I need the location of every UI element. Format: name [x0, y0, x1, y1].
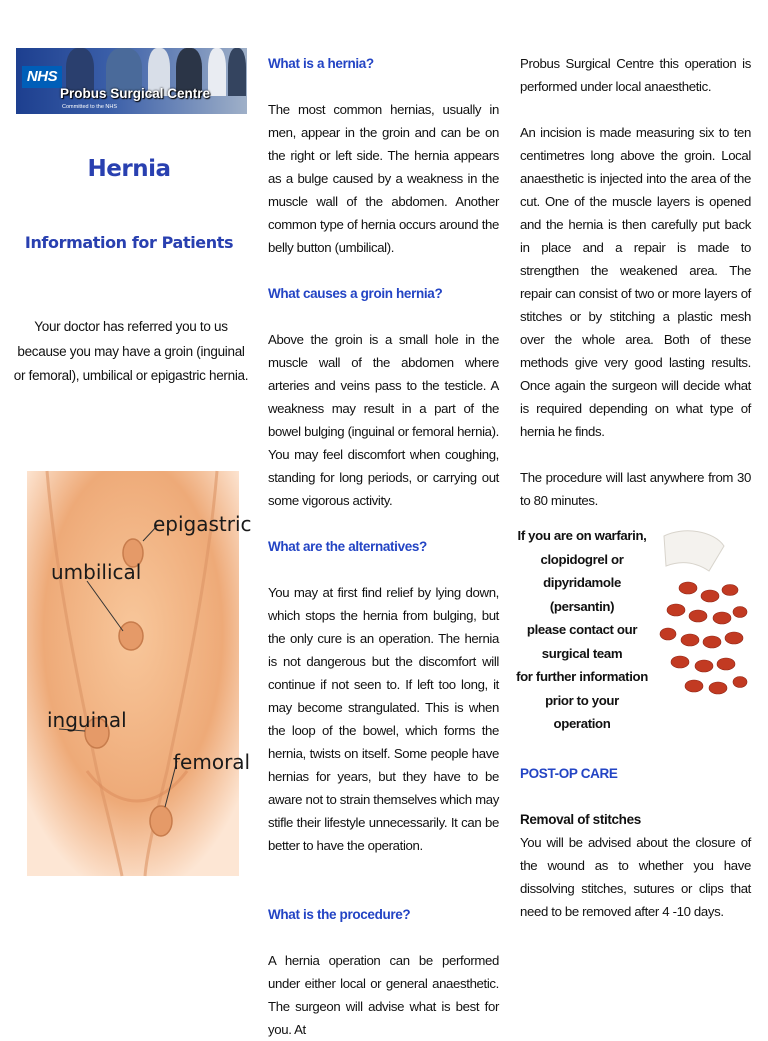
- medication-warning: [516, 524, 752, 731]
- inguinal-label: inguinal: [47, 708, 127, 732]
- pill-icon: [681, 634, 699, 646]
- nhs-logo: NHS: [22, 66, 62, 88]
- femoral-label: femoral: [173, 750, 251, 774]
- pill-icon: [679, 582, 697, 594]
- heading-removal-of-stitches: Removal of stitches: [520, 812, 641, 827]
- umbilical-label: umbilical: [51, 560, 142, 584]
- heading-what-is-hernia: What is a hernia?: [268, 56, 374, 71]
- org-name: Probus Surgical Centre: [60, 86, 211, 101]
- pill-icon: [733, 607, 747, 618]
- pill-icon: [667, 604, 685, 616]
- heading-postop-care: POST-OP CARE: [520, 766, 618, 781]
- column-middle: [268, 52, 499, 1041]
- pill-icon: [713, 612, 731, 624]
- pill-icon: [671, 656, 689, 668]
- warning-line: please contact our: [526, 622, 638, 637]
- warning-line: surgical team: [541, 645, 623, 661]
- femoral-bulge: [150, 806, 172, 836]
- staff-photo: [208, 48, 226, 96]
- removal-of-stitches-text: You will be advised about the closure of the wound as to whether you have dissolving stitches, sutures or clips that need to be removed after 4 -10 days.: [520, 835, 751, 919]
- heading-procedure: What is the procedure?: [268, 907, 411, 922]
- hernia-diagram: [27, 471, 252, 876]
- duration-text: The procedure will last anywhere from 30 to 80 minutes.: [520, 470, 751, 508]
- incision-text: An incision is made measuring six to ten centimetres long above the groin. Local anaesthetic is injected into the area of the cut. One of the muscle layers is opened and the hernia is then carefully put back in place and a repair is made to strengthen the weakened area. The repair can consist of two or more layers of stitches or by stitching a plastic mesh over the whole area. Both of these methods give very good lasting results. Once again the surgeon will decide what is required depending on what type of hernia he finds.: [520, 125, 751, 439]
- pill-icon: [703, 636, 721, 648]
- pill-icon: [722, 585, 738, 596]
- intro-text: Your doctor has referred you to us because you may have a groin (inguinal or femoral), umbilical or epigastric hernia.: [13, 319, 249, 383]
- pill-icon: [689, 610, 707, 622]
- org-tagline: Committed to the NHS: [62, 104, 118, 110]
- postop-care-section: [520, 762, 751, 923]
- heading-causes: What causes a groin hernia?: [268, 286, 443, 301]
- procedure-continued-text: Probus Surgical Centre this operation is performed under local anaesthetic.: [520, 56, 751, 94]
- column-right: [520, 52, 751, 512]
- warning-text: [516, 524, 648, 736]
- what-is-hernia-text: The most common hernias, usually in men, appear in the groin and can be on the right or left side. The hernia appears as a bulge caused by a weakness in the muscle wall of the abdomen. Another common type of hernia occurs around the belly button (umbilical).: [268, 102, 499, 255]
- pill-icon: [725, 632, 743, 644]
- umbilical-bulge: [119, 622, 143, 650]
- alternatives-text: You may at first find relief by lying down, which stops the hernia from bulging, but the only cure is an operation. The hernia is not dangerous but the discomfort will continue if not seen to. If left too long, it may become strangulated. This is when the loop of the bowel, which forms the hernia, twists on itself. Some people have hernias for years, but they have to be aware not to strain themselves which may stifle their lifestyle unnecessarily. It can be better to have the operation.: [268, 585, 499, 853]
- pill-icon: [709, 682, 727, 694]
- pill-icon: [660, 628, 676, 640]
- page-title: Hernia: [87, 156, 171, 182]
- pill-icon: [685, 680, 703, 692]
- causes-text: Above the groin is a small hole in the muscle wall of the abdomen where arteries and veins pass to the testicle. A weakness may result in a part of the bowel bulging (inguinal or femoral hernia). You may feel discomfort when coughing, standing for long periods, or carrying out some vigorous activity.: [268, 332, 499, 508]
- pill-icon: [717, 658, 735, 670]
- warning-line: for further information: [516, 669, 648, 684]
- warning-line: If you are on warfarin,: [517, 528, 647, 543]
- staff-photo: [228, 48, 246, 96]
- heading-alternatives: What are the alternatives?: [268, 539, 427, 554]
- pill-icon: [733, 677, 747, 688]
- pill-icon: [695, 660, 713, 672]
- pills-image: [654, 526, 750, 698]
- probus-banner: [16, 48, 247, 114]
- epigastric-label: epigastric: [153, 512, 252, 536]
- pill-icon: [701, 590, 719, 602]
- warning-line: dipyridamole (persantin): [543, 575, 621, 614]
- page-subtitle: Information for Patients: [24, 233, 234, 252]
- warning-line: clopidogrel or: [540, 551, 624, 567]
- procedure-text: A hernia operation can be performed under either local or general anaesthetic. The surgeon will advise what is best for you. At: [268, 953, 499, 1037]
- warning-line: prior to your operation: [545, 692, 619, 731]
